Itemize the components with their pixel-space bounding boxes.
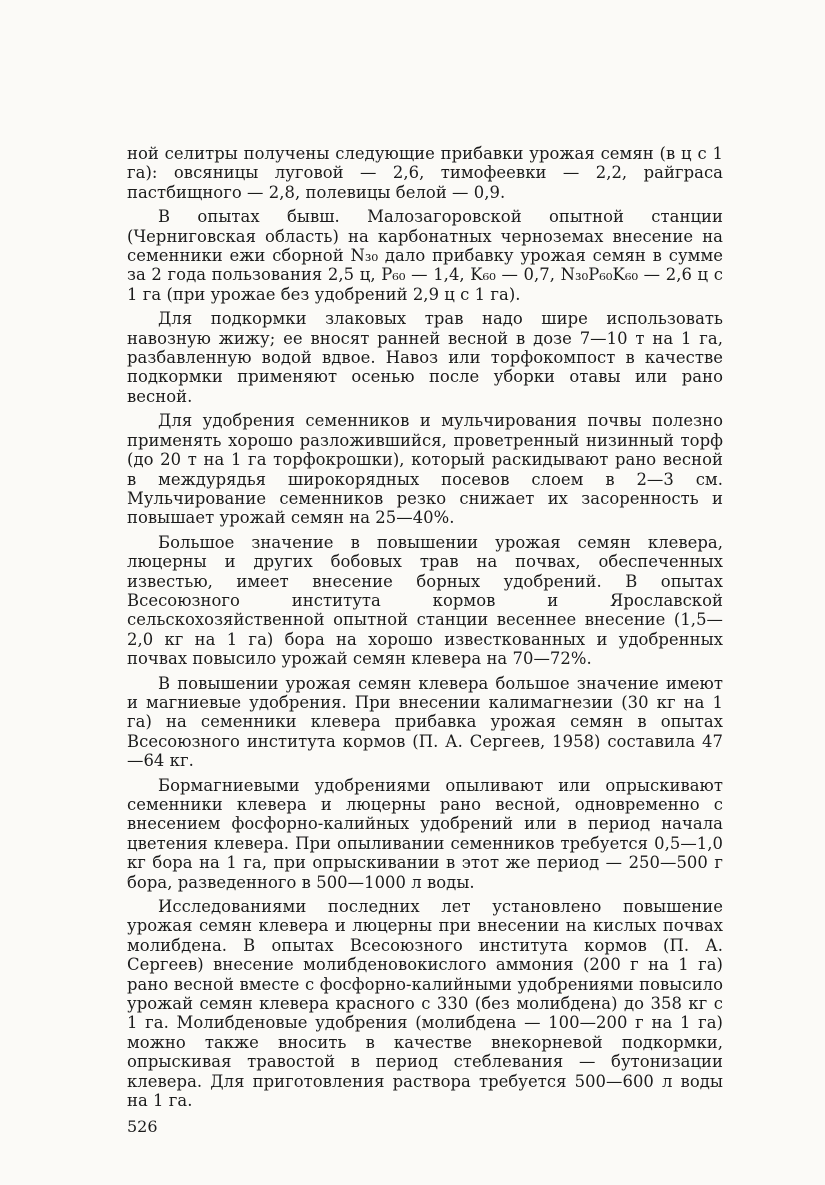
paragraph-6: В повышении урожая семян клевера большое значение имеют и магниевые удобрения. При внесении калимагнезии (30 кг на 1 га) на семенники клевера прибавка урожая семян в опытах Всесоюзного института кормов (П. А. Сергеев, 1958) составила 47—64 кг. [127, 673, 723, 771]
paragraph-8: Исследованиями последних лет установлено повышение урожая семян клевера и люцерны при внесении на кислых почвах молибдена. В опытах Всесоюзного института кормов (П. А. Сергеев) внесение молибденовокислого аммония (200 г на 1 га) рано весной вместе с фосфорно-калийными удобрениями повысило урожай семян клевера красного с 330 (без молибдена) до 358 кг с 1 га. Молибденовые удобрения (молибдена — 100—200 г на 1 га) можно также вносить в качестве внекорневой подкормки, опрыскивая травостой в период стеблевания — бутонизации клевера. Для приготовления раствора требуется 500—600 л воды на 1 га. [127, 897, 723, 1111]
body-text [127, 144, 723, 1116]
paragraph-2: В опытах бывш. Малозагоровской опытной станции (Черниговская область) на карбонатных черноземах внесение на семенники ежи сборной N₃₀ дало прибавку урожая семян в сумме за 2 года пользования 2,5 ц, P₆₀ — 1,4, K₆₀ — 0,7, N₃₀P₆₀K₆₀ — 2,6 ц с 1 га (при урожае без удобрений 2,9 ц с 1 га). [127, 207, 723, 304]
paragraph-4: Для удобрения семенников и мульчирования почвы полезно применять хорошо разложившийся, проветренный низинный торф (до 20 т на 1 га торфокрошки), который раскидывают рано весной в междурядья широкорядных посевов слоем в 2—3 см. Мульчирование семенников резко снижает их засоренность и повышает урожай семян на 25—40%. [127, 411, 723, 528]
paragraph-1: ной селитры получены следующие прибавки урожая семян (в ц с 1 га): овсяницы луговой — 2,6, тимофеевки — 2,2, райграса пастбищного — 2,8, полевицы белой — 0,9. [127, 144, 723, 202]
page-number: 526 [127, 1117, 158, 1136]
paragraph-3: Для подкормки злаковых трав надо шире использовать навозную жижу; ее вносят ранней весной в дозе 7—10 т на 1 га, разбавленную водой вдвое. Навоз или торфокомпост в качестве подкормки применяют осенью после уборки отавы или рано весной. [127, 309, 723, 406]
paragraph-5: Большое значение в повышении урожая семян клевера, люцерны и других бобовых трав на почвах, обеспеченных известью, имеет внесение борных удобрений. В опытах Всесоюзного института кормов и Ярославской сельскохозяйственной опытной станции весеннее внесение (1,5—2,0 кг на 1 га) бора на хорошо известкованных и удобренных почвах повысило урожай семян клевера на 70—72%. [127, 532, 723, 669]
paragraph-7: Бормагниевыми удобрениями опыливают или опрыскивают семенники клевера и люцерны рано весной, одновременно с внесением фосфорно-калийных удобрений или в период начала цветения клевера. При опыливании семенников требуется 0,5—1,0 кг бора на 1 га, при опрыскивании в этот же период — 250—500 г бора, разведенного в 500—1000 л воды. [127, 775, 723, 892]
